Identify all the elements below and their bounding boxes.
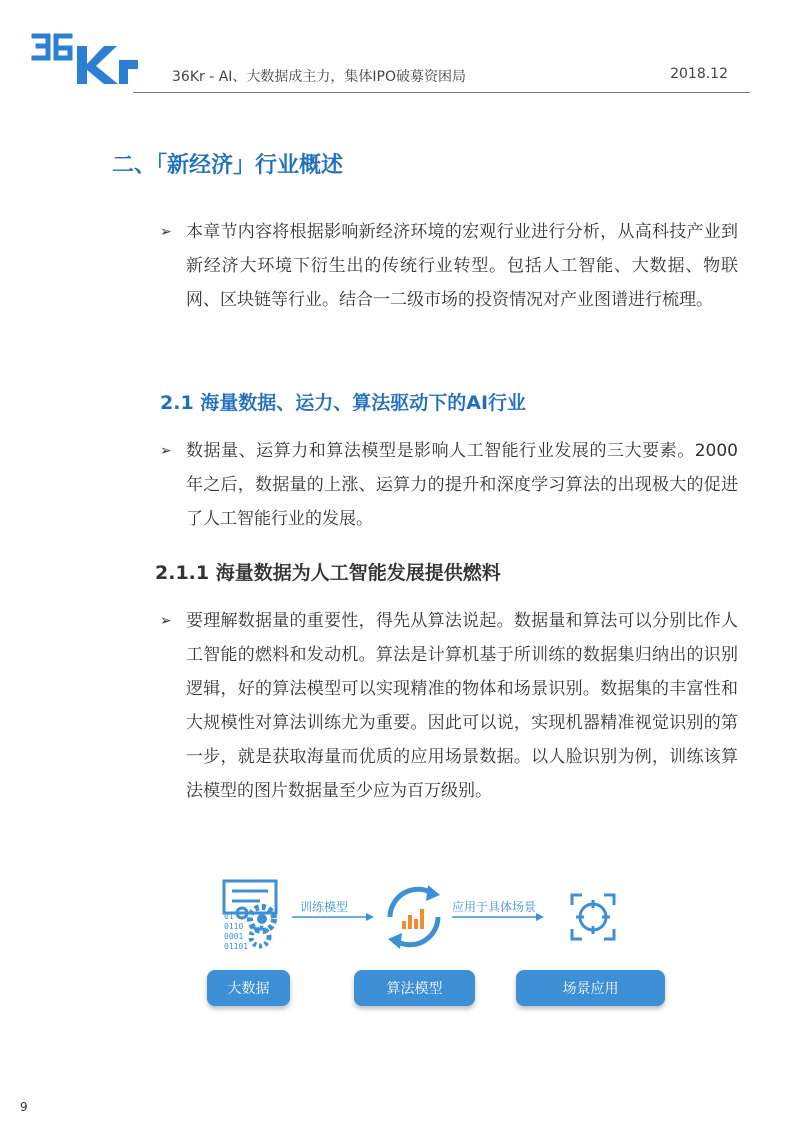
data-gears-icon <box>224 881 276 951</box>
arrow-label-apply: 应用于具体场景 <box>452 900 537 914</box>
intro-paragraph <box>160 215 760 317</box>
bullet-arrow-icon: ➢ <box>160 443 172 459</box>
subsection-text: 数据量、运算力和算法模型是影响人工智能行业发展的三大要素。2000年之后，数据量的上涨、运算力的提升和深度学习算法的出现极大的促进了人工智能行业的发展。 <box>186 441 738 529</box>
header-title: 36Kr - AI、大数据成主力，集体IPO破募资困局 <box>172 69 466 85</box>
binary-line: 01101 <box>224 942 249 951</box>
algorithm-cycle-icon <box>388 885 440 949</box>
bullet-arrow-icon: ➢ <box>160 613 172 629</box>
algorithm-model-box: 算法模型 <box>354 970 475 1006</box>
bullet-arrow-icon: ➢ <box>160 224 172 240</box>
subsubsection-heading: 2.1.1 海量数据为人工智能发展提供燃料 <box>155 562 501 584</box>
subsection-paragraph <box>160 434 760 536</box>
arrow-label-train: 训练模型 <box>300 900 349 914</box>
binary-line: 0110 <box>224 922 244 931</box>
subsubsection-text: 要理解数据量的重要性，得先从算法说起。数据量和算法可以分别比作人工智能的燃料和发动机。算法是计算机基于所训练的数据集归纳出的识别逻辑，好的算法模型可以实现精准的物体和场景识别。数据集的丰富性和大规模性对算法训练尤为重要。因此可以说，实现机器精准视觉识别的第一步，就是获取海量而优质的应用场景数据。以人脸识别为例，训练该算法模型的图片数据量至少应为百万级别。 <box>186 611 738 801</box>
page-number: 9 <box>20 1100 28 1114</box>
binary-line: 01 <box>224 912 234 921</box>
subsubsection-paragraph <box>160 604 760 808</box>
header-divider <box>133 92 750 93</box>
binary-line: 0001 <box>224 932 244 941</box>
scene-focus-icon <box>572 895 614 939</box>
section-heading: 二、「新经济」行业概述 <box>112 153 344 178</box>
big-data-box: 大数据 <box>207 970 290 1006</box>
36kr-logo <box>20 26 140 92</box>
header-date: 2018.12 <box>670 66 728 82</box>
scene-application-box: 场景应用 <box>516 970 665 1006</box>
subsection-heading: 2.1 海量数据、运力、算法驱动下的AI行业 <box>160 392 527 414</box>
intro-text: 本章节内容将根据影响新经济环境的宏观行业进行分析，从高科技产业到新经济大环境下衍生出的传统行业转型。包括人工智能、大数据、物联网、区块链等行业。结合一二级市场的投资情况对产业图谱进行梳理。 <box>186 222 738 310</box>
